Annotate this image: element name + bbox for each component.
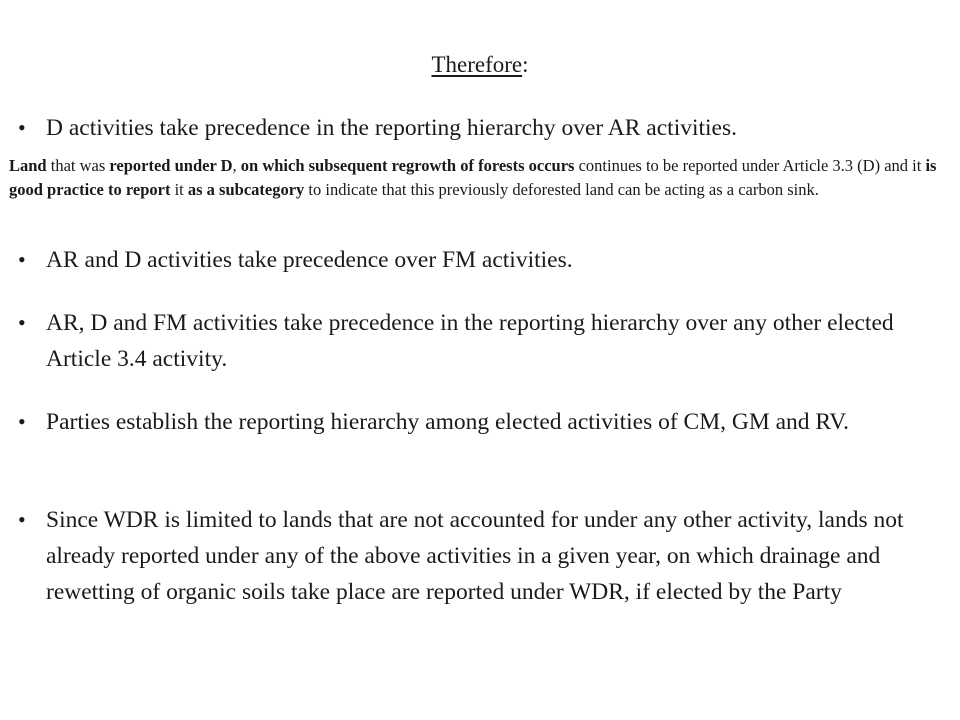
note-text: to indicate that this previously deforested land can be acting as a carbon sink.: [304, 180, 819, 199]
bullet-icon: •: [18, 507, 26, 532]
bullet-text: Parties establish the reporting hierarchy among elected activities of CM, GM and RV.: [46, 409, 850, 435]
title-text: Therefore: [431, 52, 523, 77]
bullet-icon: •: [18, 310, 26, 335]
bullet-icon: •: [18, 409, 26, 434]
bullet-text: Since WDR is limited to lands that are not accounted for under any other activity, lands not already reported under any of the above activities in a given year, on which drainage and rewetting of organic soils take place are reported under WDR, if elected by the Party: [46, 507, 904, 605]
bullet-text: D activities take precedence in the reporting hierarchy over AR activities.: [46, 115, 738, 141]
note-bold-good-practice: is good practice to report: [9, 156, 937, 199]
explanatory-note: [9, 154, 944, 202]
note-bold-reported-under-d: reported under D: [109, 156, 233, 175]
note-text: ,: [232, 156, 241, 175]
note-bold-land: Land: [9, 156, 47, 175]
title-colon: :: [522, 52, 529, 77]
note-text: continues to be reported under Article 3.3 (D) and it: [574, 156, 926, 175]
note-bold-regrowth: on which subsequent regrowth of forests occurs: [240, 156, 575, 175]
note-bold-subcategory: as a subcategory: [187, 180, 305, 199]
bullet-icon: •: [18, 115, 26, 140]
slide-title: [0, 50, 960, 80]
note-text: it: [170, 180, 188, 199]
bullet-icon: •: [18, 247, 26, 272]
bullet-text: AR and D activities take precedence over FM activities.: [46, 247, 573, 273]
note-text: that was: [46, 156, 110, 175]
bullet-text: AR, D and FM activities take precedence in the reporting hierarchy over any other elected Article 3.4 activity.: [46, 310, 894, 372]
